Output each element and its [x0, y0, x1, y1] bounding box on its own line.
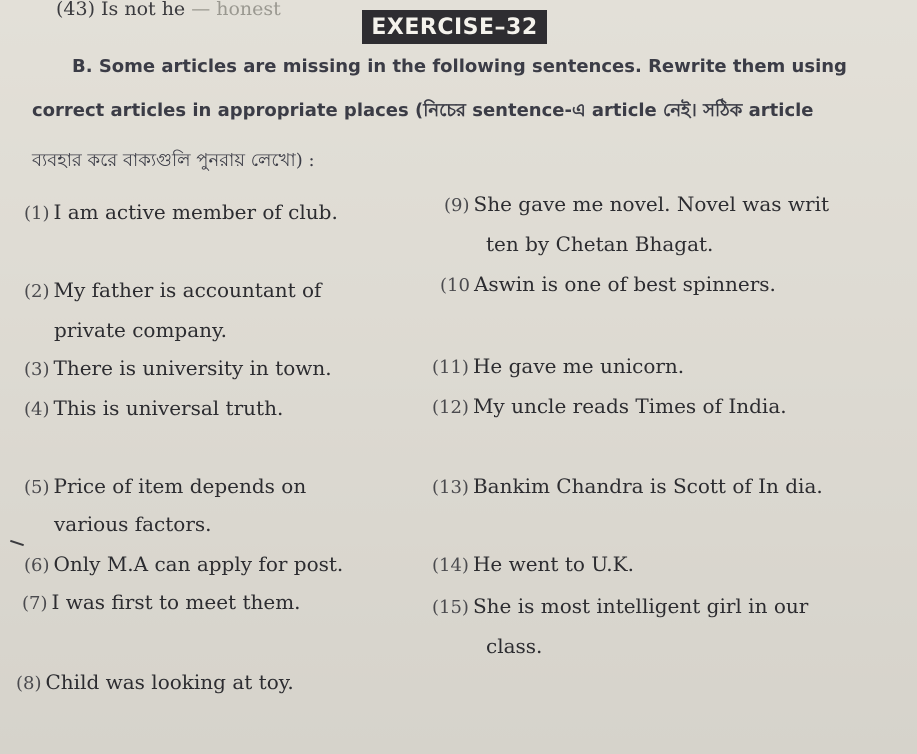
- sentence-2: [24, 278, 321, 302]
- sentence-4: [24, 396, 283, 420]
- sentence-text: There is university in town.: [53, 356, 332, 380]
- sentence-9-continued: [486, 232, 713, 256]
- sentence-number: (5): [24, 477, 50, 498]
- sentence-2-continued: [54, 318, 227, 342]
- sentence-1: [24, 200, 338, 224]
- instruction-text-1: B. Some articles are missing in the following sentences. Rewrite them using: [72, 56, 847, 77]
- sentence-text: She is most intelligent girl in our: [472, 594, 809, 618]
- sentence-number: (2): [24, 281, 50, 302]
- instruction-line-1: [72, 56, 917, 77]
- sentence-15-continued: [486, 634, 542, 658]
- sentence-text: Price of item depends on: [53, 474, 307, 498]
- sentence-text: My father is accountant of: [53, 278, 322, 302]
- sentence-text: This is universal truth.: [53, 396, 284, 420]
- sentence-12: [432, 394, 787, 418]
- sentence-number: (11): [432, 357, 469, 378]
- instruction-text-3: ব্যবহার করে বাক্যগুলি পুনরায় লেখো) :: [32, 150, 315, 171]
- sentence-text: Only M.A can apply for post.: [53, 552, 344, 576]
- instruction-text-2: correct articles in appropriate places (নিচের sentence-এ article নেই। সঠিক article: [32, 100, 814, 121]
- sentence-9: [444, 192, 829, 216]
- sentence-number: (15): [432, 597, 469, 618]
- sentence-text-continued: ten by Chetan Bhagat.: [486, 232, 714, 256]
- sentence-number: (9): [444, 195, 470, 216]
- sentence-number: (1): [24, 203, 50, 224]
- sentence-number: (10: [440, 275, 470, 296]
- sentence-number: (12): [432, 397, 469, 418]
- sentence-8: [16, 670, 294, 694]
- sentence-text-continued: private company.: [54, 318, 228, 342]
- sentence-13: [432, 474, 823, 498]
- exercise-title: EXERCISE–32: [371, 14, 538, 40]
- sentence-3: [24, 356, 332, 380]
- sentence-number: (7): [22, 593, 48, 614]
- sentence-15: [432, 594, 808, 618]
- previous-item-tail: — honest: [191, 0, 281, 20]
- sentence-5-continued: [54, 512, 212, 536]
- sentence-number: (4): [24, 399, 50, 420]
- pen-mark: [10, 540, 24, 546]
- instruction-line-2: [32, 96, 902, 127]
- sentence-10: [440, 272, 776, 296]
- sentence-text: He went to U.K.: [472, 552, 634, 576]
- sentence-6: [24, 552, 343, 576]
- sentence-text-continued: class.: [486, 634, 543, 658]
- instruction-line-3: [32, 146, 902, 177]
- sentence-text-continued: various factors.: [54, 512, 212, 536]
- sentence-text: Aswin is one of best spinners.: [473, 272, 776, 296]
- sentence-text: She gave me novel. Novel was writ: [473, 192, 830, 216]
- sentence-11: [432, 354, 684, 378]
- sentence-number: (13): [432, 477, 469, 498]
- sentence-number: (3): [24, 359, 50, 380]
- previous-item-text: (43) Is not he: [56, 0, 186, 20]
- previous-item-fragment: [56, 0, 281, 20]
- sentence-14: [432, 552, 634, 576]
- sentence-text: Bankim Chandra is Scott of In dia.: [472, 474, 823, 498]
- exercise-heading: [362, 10, 547, 44]
- sentence-text: I am active member of club.: [53, 200, 338, 224]
- sentence-number: (6): [24, 555, 50, 576]
- sentence-7: [22, 590, 301, 614]
- sentence-text: Child was looking at toy.: [45, 670, 294, 694]
- sentence-text: I was first to meet them.: [51, 590, 301, 614]
- sentence-text: My uncle reads Times of India.: [472, 394, 787, 418]
- sentence-number: (8): [16, 673, 42, 694]
- sentence-5: [24, 474, 306, 498]
- sentence-text: He gave me unicorn.: [472, 354, 685, 378]
- sentence-number: (14): [432, 555, 469, 576]
